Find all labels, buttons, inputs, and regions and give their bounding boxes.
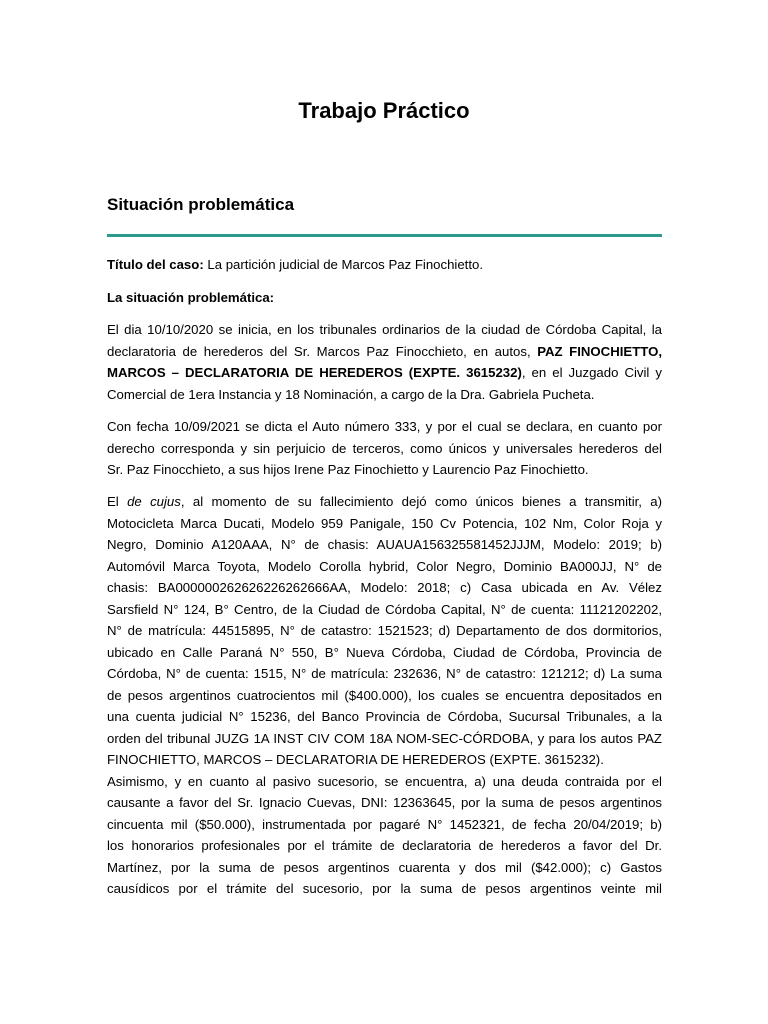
paragraph-3-line bbox=[107, 491, 662, 513]
paragraph-4-line: los honorarios profesionales por el trámite de declaratoria de herederos a favor del Dr. bbox=[107, 838, 662, 853]
paragraph-3-line: N° de matrícula: 44515895, N° de catastro: 1521523; d) Departamento de dos dormitorios, bbox=[107, 623, 662, 638]
paragraph-2 bbox=[107, 416, 662, 481]
paragraph-1-text: declaratoria de herederos del Sr. Marcos Paz Finocchieto, en autos, bbox=[107, 343, 531, 359]
paragraph-2-line: derecho corresponda y sin perjuicio de terceros, como únicos y universales herederos del bbox=[107, 440, 662, 456]
paragraph-3-line: Negro, Dominio A120AAA, N° de chasis: AUAUA156325581452JJJM, Modelo: 2019; b) bbox=[107, 537, 662, 552]
paragraph-3-line: Sarsfield N° 124, B° Centro, de la Ciudad de Córdoba Capital, N° de cuenta: 11121202202, bbox=[107, 601, 662, 617]
paragraph-1-line bbox=[107, 362, 662, 384]
case-title-label: Título del caso: bbox=[107, 257, 204, 272]
heading-divider bbox=[107, 234, 662, 237]
paragraph-4-line: causante a favor del Sr. Ignacio Cuevas, DNI: 12363645, por la suma de pesos argentinos bbox=[107, 795, 662, 810]
paragraph-1 bbox=[107, 319, 662, 405]
case-caption-part1: PAZ FINOCHIETTO, bbox=[537, 343, 662, 359]
paragraph-3 bbox=[107, 491, 662, 900]
paragraph-3-line: Motocicleta Marca Ducati, Modelo 959 Panigale, 150 Cv Potencia, 102 Nm, Color Roja y bbox=[107, 515, 662, 531]
paragraph-4-line: cincuenta mil ($50.000), instrumentada por pagaré N° 1452321, de fecha 20/04/2019; b) bbox=[107, 816, 662, 832]
situation-label-line bbox=[107, 287, 662, 309]
situation-label: La situación problemática: bbox=[107, 290, 275, 305]
paragraph-3-line: una cuenta judicial N° 15236, del Banco Provincia de Córdoba, Sucursal Tribunales, a la bbox=[107, 709, 662, 724]
paragraph-1-line bbox=[107, 341, 662, 363]
document-title: Trabajo Práctico bbox=[298, 98, 470, 123]
paragraph-1-text: , en el Juzgado Civil y bbox=[521, 365, 662, 380]
paragraph-3-line: ubicado en Calle Paraná N° 550, B° Nueva Córdoba, Ciudad de Córdoba, Provincia de bbox=[107, 644, 662, 660]
paragraph-4-line: Martínez, por la suma de pesos argentinos cuarenta y dos mil ($42.000); c) Gastos bbox=[107, 859, 662, 875]
paragraph-4-line: Asimismo, y en cuanto al pasivo sucesorio, se encuentra, a) una deuda contraida por el bbox=[107, 773, 662, 789]
section-heading: Situación problemática bbox=[107, 195, 295, 214]
paragraph-3-line: chasis: BA000000262626226262666AA, Modelo: 2018; c) Casa ubicada en Av. Vélez bbox=[107, 580, 662, 595]
paragraph-3-line: de pesos argentinos cuatrocientos mil ($400.000), los cuales se encuentra depositados en bbox=[107, 687, 662, 703]
paragraph-3-line: Córdoba, N° de cuenta: 1515, N° de matrícula: 232636, N° de catastro: 121212; d) La suma bbox=[107, 666, 662, 681]
paragraph-3-line: Automóvil Marca Toyota, Modelo Corolla hybrid, Color Negro, Dominio BA000JJ, N° de bbox=[107, 558, 662, 574]
paragraph-3-line: orden del tribunal JUZG 1A INST CIV COM 18A NOM-SEC-CÓRDOBA, y para los autos PAZ bbox=[107, 730, 662, 746]
paragraph-1-line: El dia 10/10/2020 se inicia, en los tribunales ordinarios de la ciudad de Córdoba Capital, la bbox=[107, 322, 662, 337]
paragraph-3-line: FINOCHIETTO, MARCOS – DECLARATORIA DE HEREDEROS (EXPTE. 3615232). bbox=[107, 752, 604, 767]
paragraph-4-line: causídicos por el trámite del sucesorio, por la suma de pesos argentinos veinte mil bbox=[107, 881, 662, 896]
case-title-value: La partición judicial de Marcos Paz Finochietto. bbox=[207, 257, 484, 272]
case-title-line bbox=[107, 254, 662, 276]
paragraph-1-line: Comercial de 1era Instancia y 18 Nominación, a cargo de la Dra. Gabriela Pucheta. bbox=[107, 386, 595, 402]
paragraph-2-line: Con fecha 10/09/2021 se dicta el Auto número 333, y por el cual se declara, en cuanto por bbox=[107, 419, 662, 434]
paragraph-3-prefix: El bbox=[107, 494, 119, 509]
case-caption-part2: MARCOS – DECLARATORIA DE HEREDEROS (EXPTE. 3615232) bbox=[107, 365, 522, 380]
paragraph-2-line: Sr. Paz Finocchieto, a sus hijos Irene Paz Finochietto y Laurencio Paz Finochietto. bbox=[107, 462, 589, 477]
de-cujus-term: de cujus bbox=[127, 494, 181, 509]
paragraph-3-suffix: , al momento de su fallecimiento dejó como únicos bienes a transmitir, a) bbox=[180, 494, 662, 509]
